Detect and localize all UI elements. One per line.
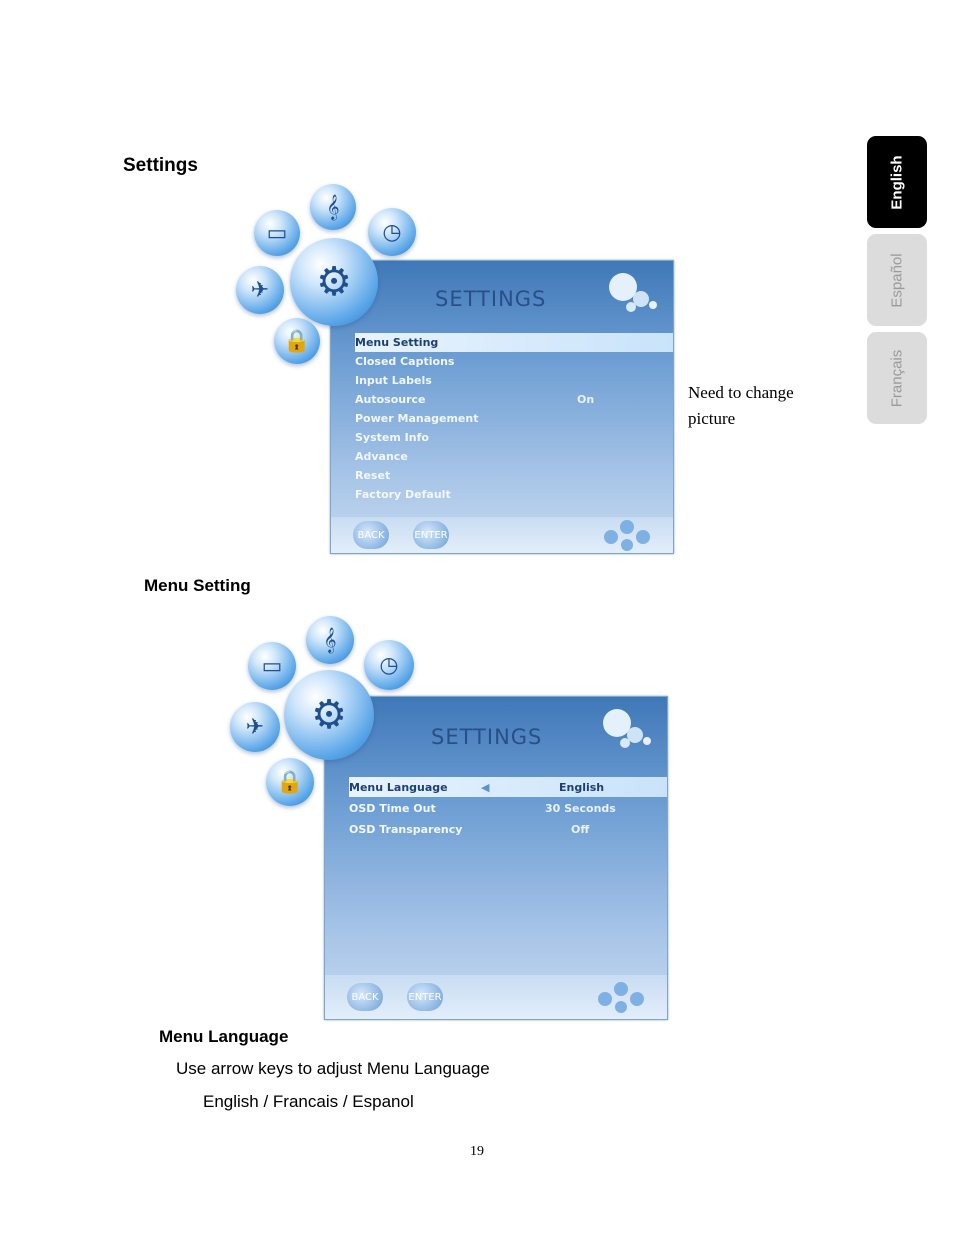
gear-icon[interactable]: ⚙ bbox=[290, 238, 378, 326]
tv-icon[interactable]: ▭ bbox=[254, 210, 300, 256]
globe-clock-icon[interactable]: ◷ bbox=[368, 208, 416, 256]
instruction-text: Use arrow keys to adjust Menu Language bbox=[176, 1059, 490, 1078]
tab-espanol[interactable] bbox=[867, 234, 927, 326]
osd-value-time-out: 30 Seconds bbox=[545, 801, 616, 815]
osd-item-factory-default[interactable]: Factory Default bbox=[355, 488, 451, 501]
osd-footer-1 bbox=[331, 517, 673, 553]
settings-screenshot-1 bbox=[200, 170, 760, 560]
gear-icon[interactable]: ⚙ bbox=[284, 670, 374, 760]
arrow-left-icon: ◀ bbox=[481, 780, 490, 794]
note-line-1: Need to change bbox=[688, 383, 794, 402]
osd-item-osd-transparency[interactable]: OSD Transparency Off bbox=[349, 822, 590, 836]
osd-value-transparency: Off bbox=[571, 822, 590, 836]
menu-language-heading: Menu Language bbox=[159, 1027, 289, 1046]
settings-screenshot-2 bbox=[176, 600, 760, 1030]
music-note-icon[interactable]: 𝄞 bbox=[306, 616, 354, 664]
osd-value-menu-language: English bbox=[559, 780, 605, 794]
arrow-keys-icon bbox=[597, 519, 657, 551]
osd-item-input-labels[interactable]: Input Labels bbox=[355, 374, 432, 387]
osd-item-osd-time-out[interactable]: OSD Time Out 30 Seconds bbox=[349, 801, 616, 815]
tv-icon[interactable]: ▭ bbox=[248, 642, 296, 690]
osd-item-advance[interactable]: Advance bbox=[355, 450, 408, 463]
tab-english-label: English bbox=[888, 154, 906, 210]
osd-item-menu-language[interactable]: Menu Language ◀ English bbox=[349, 777, 667, 797]
enter-button-2[interactable]: ENTER bbox=[407, 983, 443, 1011]
back-button-2[interactable]: BACK bbox=[347, 983, 383, 1011]
osd-title-1: SETTINGS bbox=[435, 287, 547, 311]
back-button-1[interactable]: BACK bbox=[353, 521, 389, 549]
tab-francais-label: Français bbox=[888, 349, 906, 407]
satellite-icon[interactable]: ✈ bbox=[236, 266, 284, 314]
osd-panel-1 bbox=[330, 260, 674, 554]
arrow-keys-icon bbox=[591, 981, 651, 1013]
page-number: 19 bbox=[470, 1144, 484, 1159]
options-text: English / Francais / Espanol bbox=[203, 1092, 414, 1111]
osd-item-closed-captions[interactable]: Closed Captions bbox=[355, 355, 455, 368]
menu-setting-heading: Menu Setting bbox=[144, 576, 251, 595]
lock-icon[interactable]: 🔒 bbox=[274, 318, 320, 364]
note-line-2: picture bbox=[688, 409, 736, 428]
osd-value-autosource: On bbox=[577, 393, 595, 406]
tab-francais[interactable] bbox=[867, 332, 927, 424]
tab-espanol-label: Español bbox=[888, 252, 906, 308]
globe-clock-icon[interactable]: ◷ bbox=[364, 640, 414, 690]
note-text bbox=[688, 380, 794, 432]
lock-icon[interactable]: 🔒 bbox=[266, 758, 314, 806]
osd-item-menu-setting[interactable]: Menu Setting bbox=[355, 333, 673, 352]
osd-panel-2 bbox=[324, 696, 668, 1020]
osd-footer-2 bbox=[325, 975, 667, 1019]
bubbles-decoration-icon bbox=[597, 705, 661, 751]
osd-item-power-management[interactable]: Power Management bbox=[355, 412, 479, 425]
bubbles-decoration-icon bbox=[603, 269, 667, 315]
osd-title-2: SETTINGS bbox=[431, 725, 543, 749]
tab-english[interactable] bbox=[867, 136, 927, 228]
osd-item-reset[interactable]: Reset bbox=[355, 469, 391, 482]
osd-item-system-info[interactable]: System Info bbox=[355, 431, 429, 444]
satellite-icon[interactable]: ✈ bbox=[230, 702, 280, 752]
osd-item-autosource[interactable]: Autosource On bbox=[355, 393, 595, 406]
enter-button-1[interactable]: ENTER bbox=[413, 521, 449, 549]
music-note-icon[interactable]: 𝄞 bbox=[310, 184, 356, 230]
section-title: Settings bbox=[123, 155, 198, 176]
